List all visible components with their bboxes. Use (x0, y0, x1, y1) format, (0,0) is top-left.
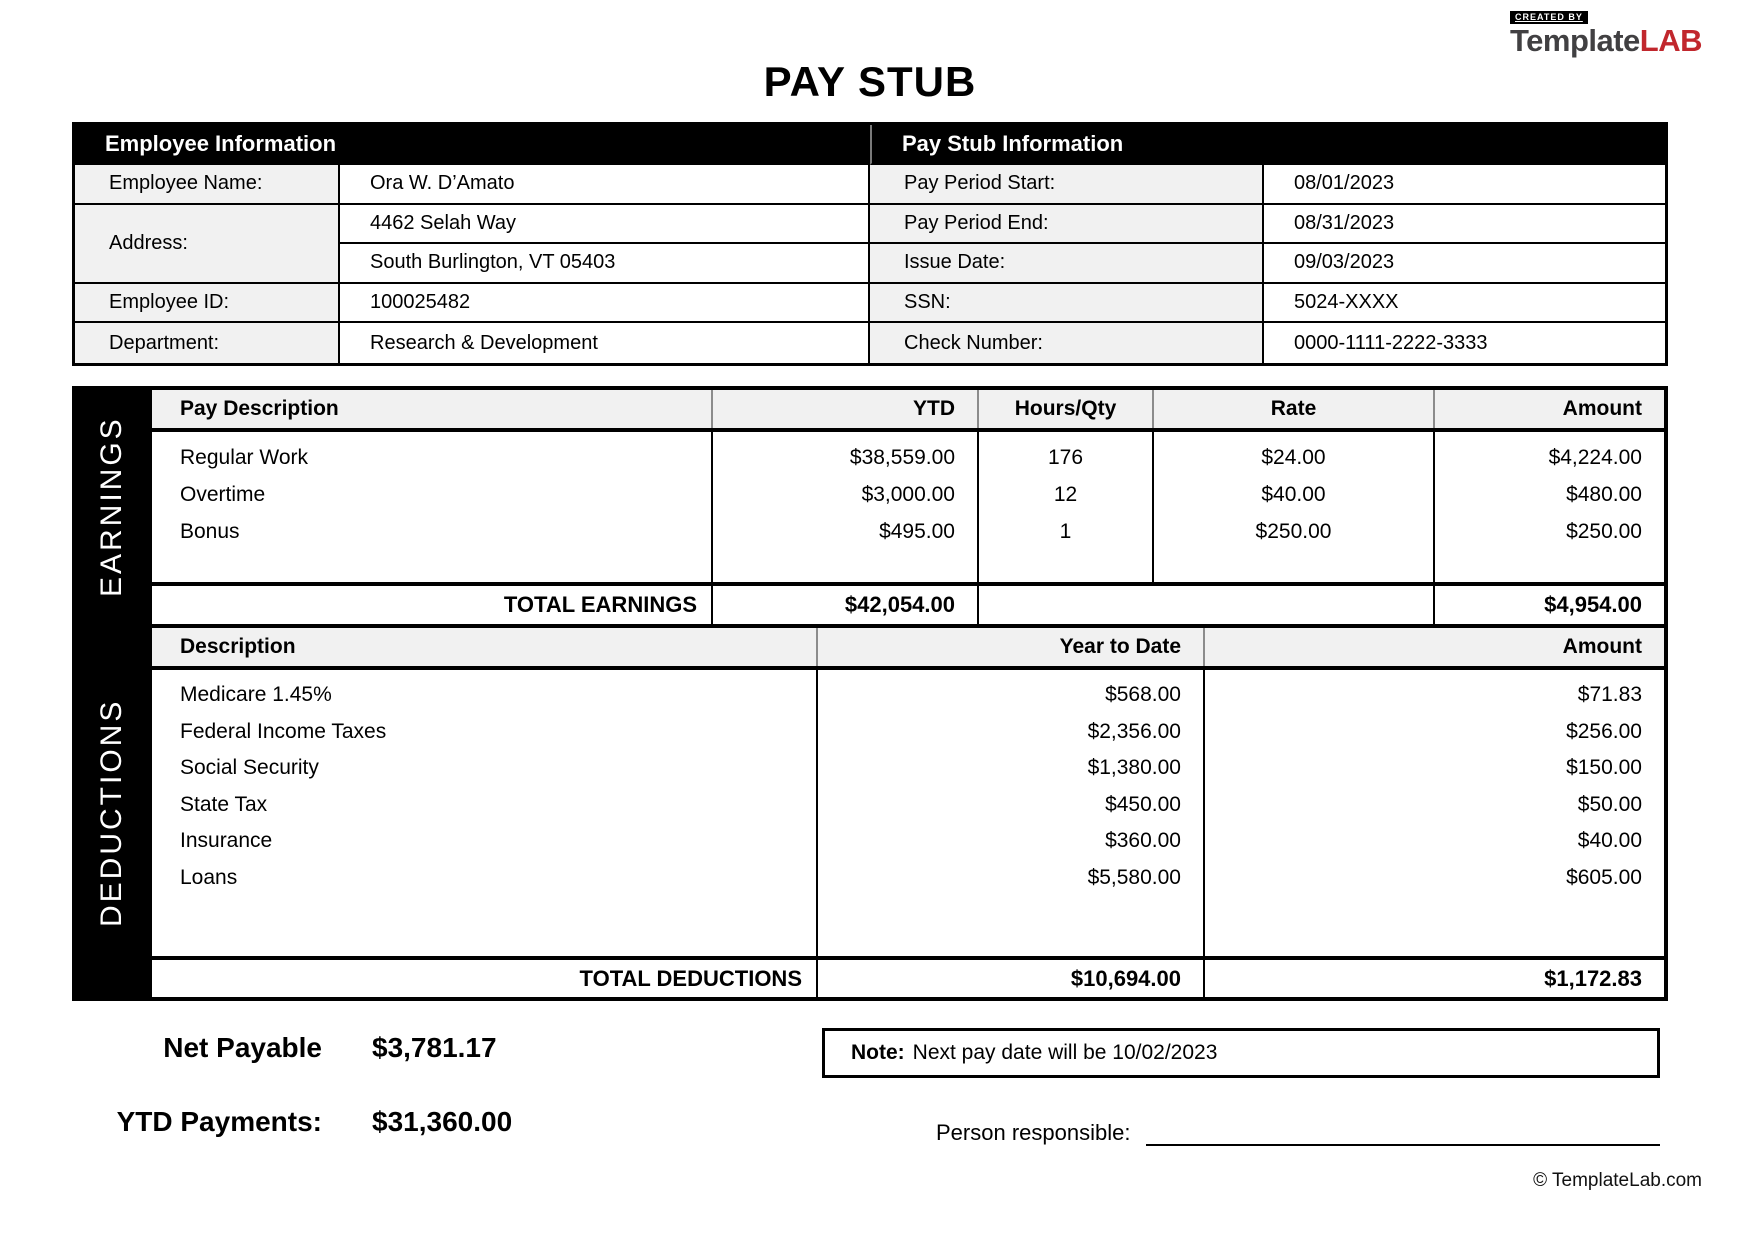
employee-id-label: Employee ID: (75, 284, 340, 324)
earnings-row-rate: $40.00 (1261, 483, 1326, 506)
person-responsible-row (936, 1118, 1660, 1146)
earnings-total-row (152, 586, 1664, 624)
deduction-row-amount: $150.00 (1566, 756, 1642, 779)
deductions-col-amount: Amount (1562, 635, 1642, 658)
check-number-label: Check Number: (870, 323, 1264, 363)
earnings-col-pay-description: Pay Description (152, 390, 713, 428)
address-label: Address: (75, 205, 340, 284)
deduction-row-amount: $256.00 (1566, 719, 1642, 743)
deduction-row-desc: Social Security (180, 756, 319, 779)
brand-logo (1510, 8, 1702, 56)
address-line2: South Burlington, VT 05403 (340, 244, 870, 284)
ytd-payments-label: YTD Payments: (116, 1106, 322, 1137)
pay-period-end-label: Pay Period End: (870, 205, 1264, 245)
earnings-row-hours: 1 (1059, 520, 1072, 543)
earnings-row-amount: $4,224.00 (1548, 446, 1642, 469)
earnings-deductions-block (72, 386, 1668, 1001)
deductions-ytd-column (818, 670, 1205, 956)
check-number-value: 0000-1111-2222-3333 (1264, 323, 1665, 363)
earnings-row-rate: $250.00 (1255, 520, 1332, 543)
deduction-row-ytd: $450.00 (1105, 792, 1181, 816)
ytd-payments-value: $31,360.00 (372, 1106, 513, 1137)
pay-period-start-value: 08/01/2023 (1264, 165, 1665, 205)
section-sidebar (72, 390, 152, 997)
pay-period-end-value: 08/31/2023 (1264, 205, 1665, 245)
deduction-row-ytd: $568.00 (1105, 683, 1181, 706)
total-earnings-spacer (979, 586, 1435, 624)
person-responsible-label: Person responsible: (936, 1120, 1131, 1145)
deduction-row-amount: $605.00 (1566, 865, 1642, 889)
paystub-info-header: Pay Stub Information (870, 125, 1665, 165)
deduction-row-ytd: $1,380.00 (1087, 756, 1181, 779)
earnings-hours-column (979, 432, 1154, 582)
earnings-col-hours: Hours/Qty (979, 390, 1154, 428)
earnings-row-desc: Overtime (180, 483, 266, 506)
deductions-body (152, 670, 1664, 956)
page-title: PAY STUB (763, 58, 977, 105)
deduction-row-desc: Federal Income Taxes (180, 719, 387, 743)
issue-date-value: 09/03/2023 (1264, 244, 1665, 284)
total-deductions-ytd: $10,694.00 (818, 960, 1205, 997)
brand-name-primary: Template (1510, 23, 1640, 58)
brand-name (1510, 25, 1702, 56)
brand-name-accent: LAB (1639, 23, 1703, 58)
earnings-col-amount: Amount (1562, 397, 1642, 420)
earnings-row-desc: Regular Work (180, 446, 308, 469)
department-label: Department: (75, 323, 340, 363)
deduction-row-desc: Insurance (180, 829, 273, 852)
earnings-amount-column (1435, 432, 1664, 582)
note-text: Next pay date will be 10/02/2023 (912, 1041, 1218, 1064)
earnings-row-hours: 176 (1047, 446, 1084, 469)
total-deductions-label: TOTAL DEDUCTIONS (152, 960, 818, 997)
deduction-row-ytd: $5,580.00 (1087, 865, 1181, 889)
issue-date-label: Issue Date: (870, 244, 1264, 284)
deduction-row-amount: $71.83 (1577, 683, 1642, 706)
deduction-row-ytd: $2,356.00 (1087, 719, 1181, 743)
ssn-label: SSN: (870, 284, 1264, 324)
deductions-desc-column (152, 670, 818, 956)
note-label: Note: (851, 1041, 905, 1064)
total-earnings-amount: $4,954.00 (1544, 592, 1642, 617)
deductions-col-description: Description (152, 628, 818, 666)
earnings-row-ytd: $3,000.00 (861, 483, 955, 506)
earnings-section-label: EARNINGS (95, 416, 128, 598)
earnings-rate-column (1154, 432, 1435, 582)
pay-period-start-label: Pay Period Start: (870, 165, 1264, 205)
earnings-row-amount: $250.00 (1566, 520, 1642, 543)
earnings-row-rate: $24.00 (1261, 446, 1326, 469)
ssn-value: 5024-XXXX (1264, 284, 1665, 324)
deductions-header-row (152, 628, 1664, 666)
deduction-row-ytd: $360.00 (1105, 829, 1181, 852)
deductions-col-ytd: Year to Date (818, 628, 1205, 666)
note-box (822, 1028, 1660, 1078)
earnings-desc-column (152, 432, 713, 582)
deductions-section-label: DEDUCTIONS (95, 698, 128, 927)
earnings-ytd-column (713, 432, 979, 582)
employee-id-value: 100025482 (340, 284, 870, 324)
deduction-row-desc: Loans (180, 865, 238, 889)
info-table (72, 122, 1668, 366)
total-deductions-amount: $1,172.83 (1544, 965, 1642, 991)
employee-info-header: Employee Information (75, 125, 870, 165)
earnings-col-rate: Rate (1154, 390, 1435, 428)
total-earnings-label: TOTAL EARNINGS (152, 586, 713, 624)
signature-line[interactable] (1146, 1118, 1660, 1146)
earnings-row-amount: $480.00 (1566, 483, 1642, 506)
employee-name-label: Employee Name: (75, 165, 340, 205)
deduction-row-desc: Medicare 1.45% (180, 683, 332, 706)
net-payable-value: $3,781.17 (372, 1032, 497, 1063)
deductions-total-row (152, 960, 1664, 997)
net-payable-label: Net Payable (163, 1032, 322, 1063)
earnings-row-ytd: $38,559.00 (849, 446, 955, 469)
address-line1: 4462 Selah Way (340, 205, 870, 245)
department-value: Research & Development (340, 323, 870, 363)
tables-content (152, 390, 1664, 997)
created-by-badge: CREATED BY (1510, 11, 1588, 24)
deduction-row-amount: $40.00 (1577, 829, 1642, 852)
earnings-header-row (152, 390, 1664, 428)
total-earnings-ytd: $42,054.00 (713, 586, 979, 624)
employee-name-value: Ora W. D’Amato (340, 165, 870, 205)
template-lab-credit-link[interactable]: © TemplateLab.com (1533, 1170, 1702, 1191)
earnings-body (152, 432, 1664, 582)
earnings-row-desc: Bonus (180, 520, 240, 543)
earnings-row-ytd: $495.00 (879, 520, 955, 543)
earnings-col-ytd: YTD (713, 390, 979, 428)
deduction-row-amount: $50.00 (1577, 792, 1642, 816)
earnings-row-hours: 12 (1053, 483, 1078, 506)
deduction-row-desc: State Tax (180, 792, 268, 816)
deductions-amount-column (1205, 670, 1664, 956)
